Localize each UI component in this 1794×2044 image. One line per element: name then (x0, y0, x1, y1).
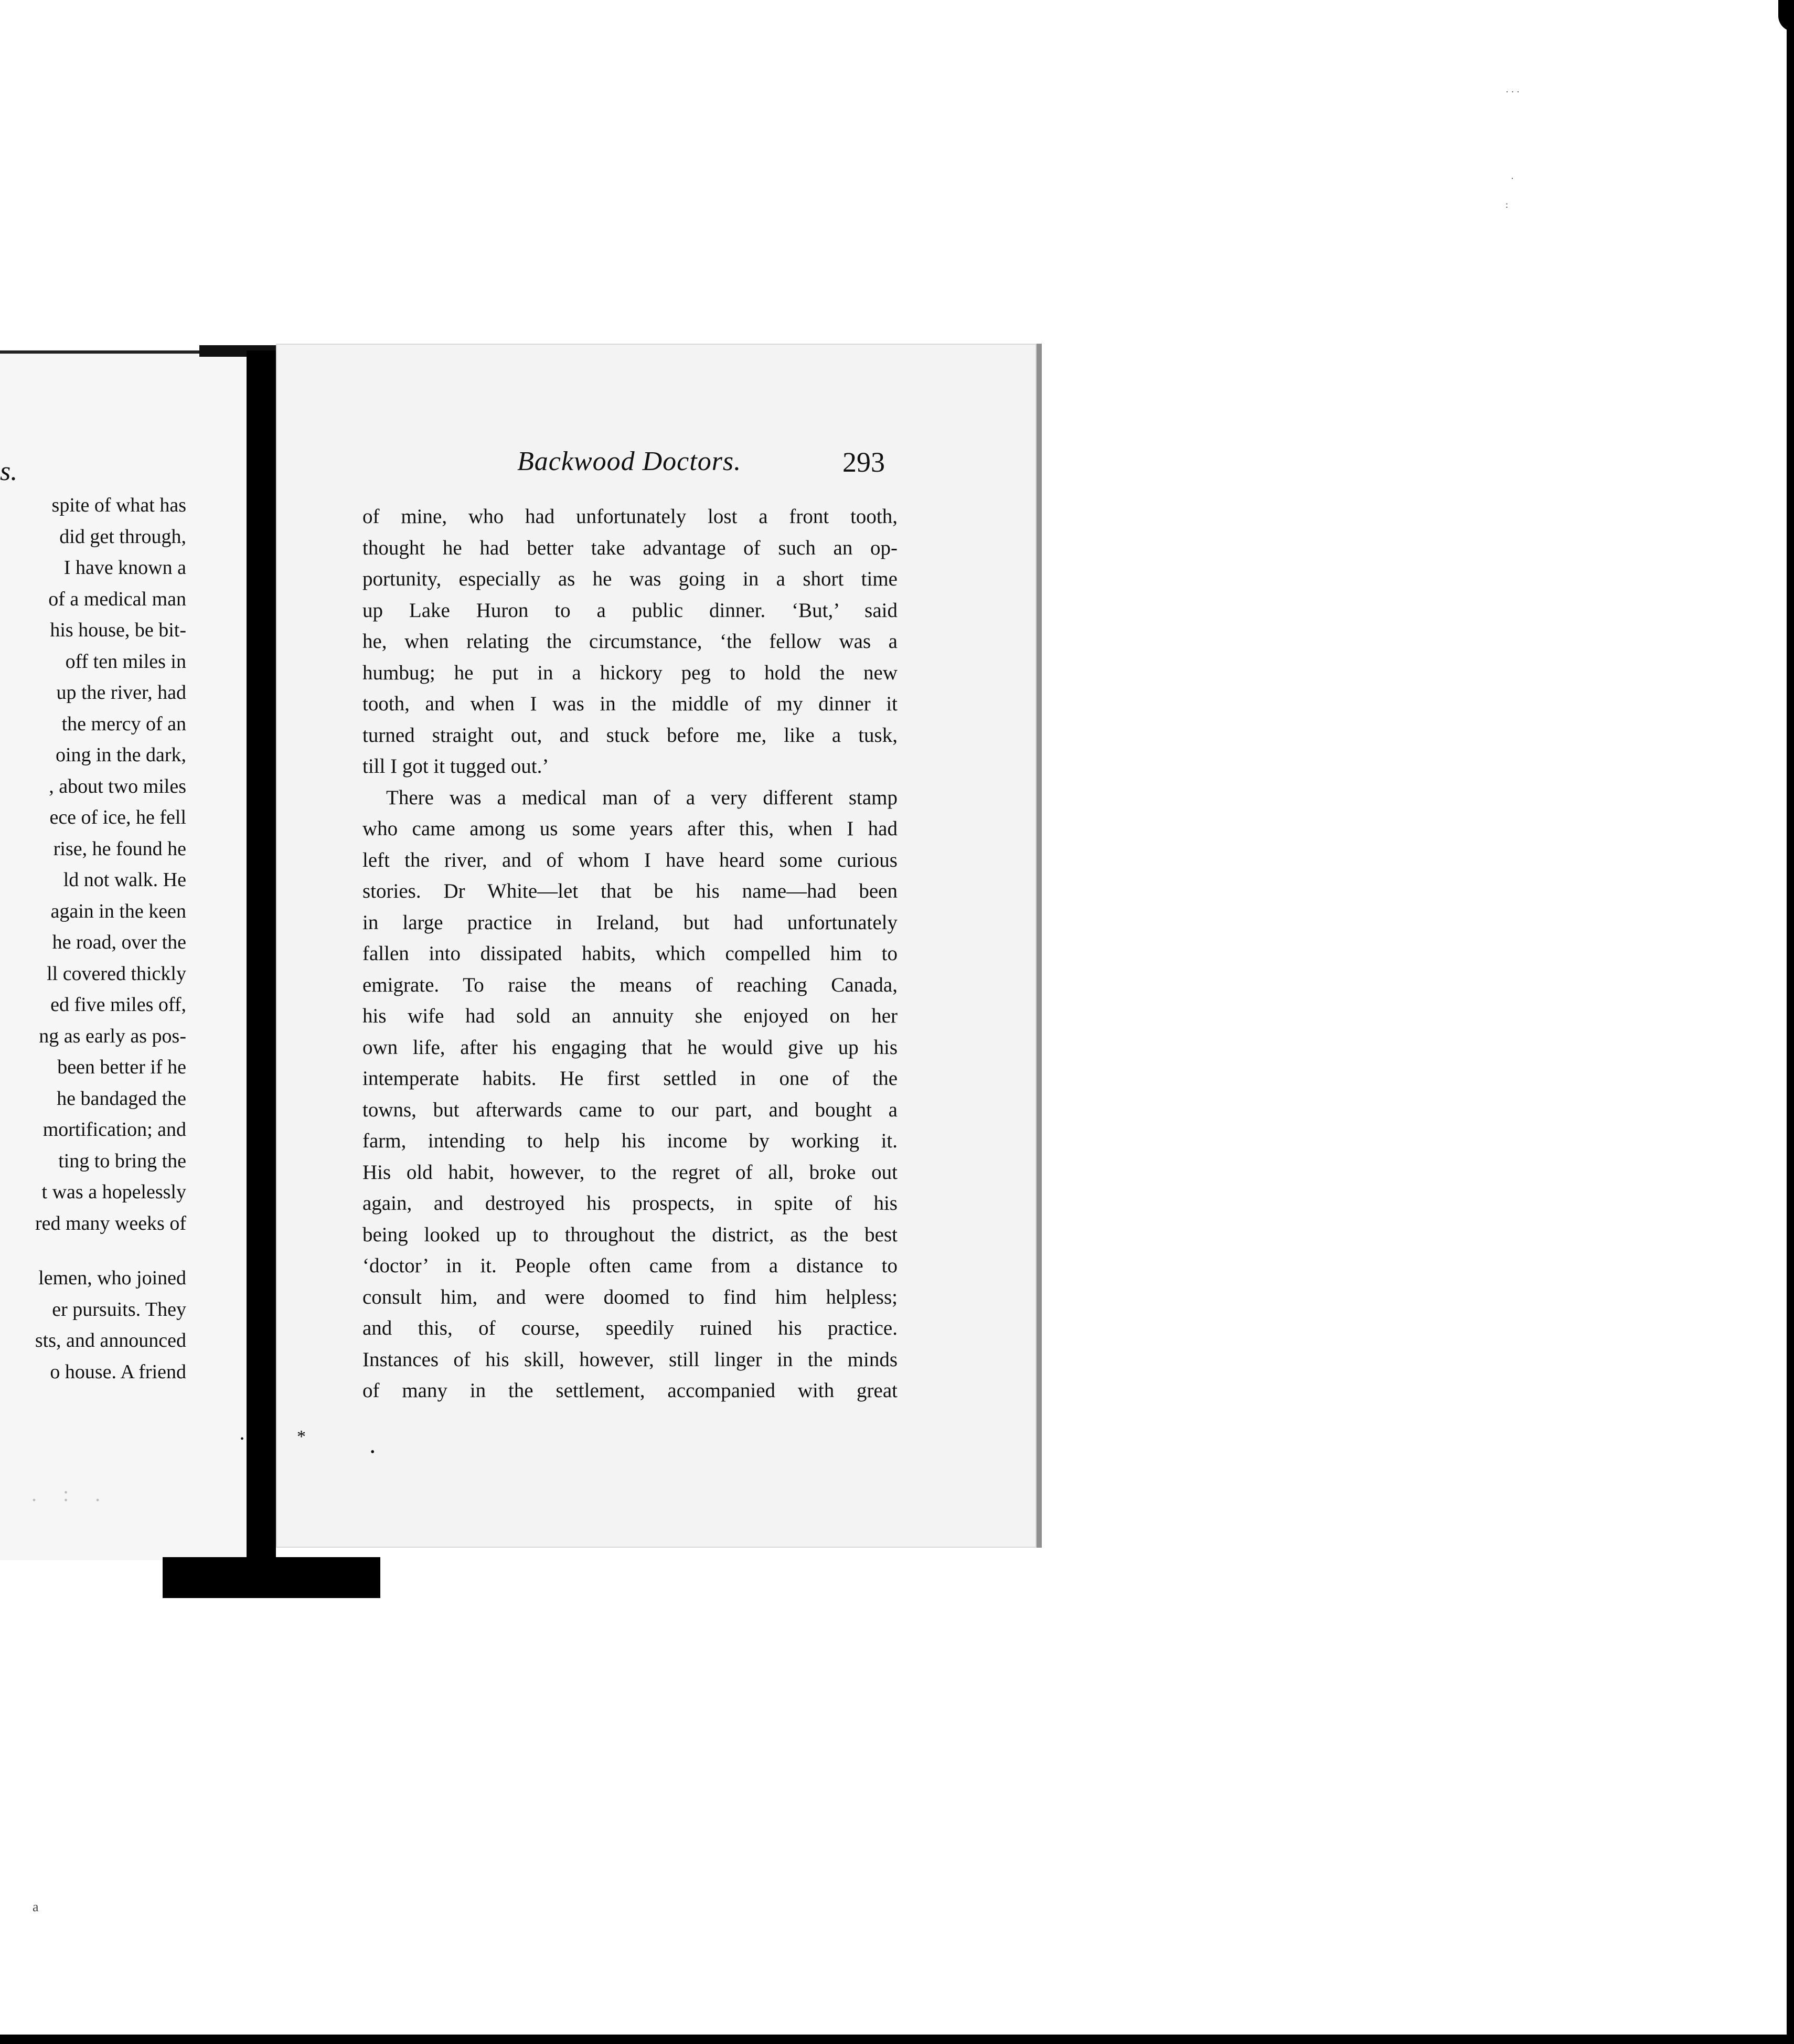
left-page-text (0, 490, 186, 1388)
text-line: he, when relating the circumstance, ‘the fellow was a (362, 630, 898, 653)
text-line: did get through, (59, 525, 186, 548)
text-line: up the river, had (56, 682, 186, 704)
text-line: I have known a (63, 557, 186, 579)
text-line: thought he had better take advantage of such an op- (362, 536, 898, 559)
text-line: towns, but afterwards came to our part, and bought a (362, 1098, 898, 1121)
text-line: ng as early as pos- (39, 1025, 186, 1047)
spine-tab (163, 1557, 380, 1598)
scan-speck: a (33, 1899, 39, 1914)
running-head: Backwood Doctors. (517, 446, 742, 476)
text-line: ece of ice, he fell (49, 806, 186, 828)
text-line: been better if he (57, 1056, 186, 1078)
text-line: There was a medical man of a very different stamp (386, 786, 898, 809)
left-page (0, 350, 262, 1560)
text-line: ed five miles off, (50, 994, 186, 1016)
scan-edge-right (1787, 0, 1794, 2044)
text-line: turned straight out, and stuck before me, like a tusk, (362, 723, 898, 747)
text-line: of mine, who had unfortunately lost a front tooth, (362, 505, 898, 528)
text-line: till I got it tugged out.’ (362, 755, 549, 778)
text-line: off ten miles in (65, 650, 186, 673)
text-line: His old habit, however, to the regret of all, broke out (362, 1161, 898, 1184)
text-line: in large practice in Ireland, but had unfortunately (362, 911, 898, 934)
text-line: being looked up to throughout the district, as the best (362, 1223, 898, 1246)
text-line: again in the keen (50, 900, 186, 922)
text-line: emigrate. To raise the means of reaching Canada, (362, 973, 898, 996)
text-line: lemen, who joined (38, 1267, 186, 1289)
text-line: rise, he found he (53, 837, 186, 860)
book-spine (247, 350, 276, 1557)
text-line: consult him, and were doomed to find him helpless; (362, 1285, 898, 1308)
right-page (276, 344, 1042, 1548)
text-line: ll covered thickly (47, 962, 186, 985)
text-line: his wife had sold an annuity she enjoyed on her (362, 1005, 898, 1027)
text-line: portunity, especially as he was going in a short time (362, 568, 898, 590)
text-line: left the river, and of whom I have heard some curious (362, 848, 898, 871)
text-line: ld not walk. He (63, 869, 186, 891)
text-line: he bandaged the (57, 1087, 186, 1110)
paragraph-gap (0, 1239, 186, 1263)
text-line: mortification; and (42, 1119, 186, 1141)
text-line: spite of what has (51, 494, 186, 516)
text-line: and this, of course, speedily ruined his practice. (362, 1317, 898, 1339)
text-line: tooth, and when I was in the middle of my dinner it (362, 693, 898, 715)
page-speck: • (240, 1433, 244, 1445)
text-line: who came among us some years after this, when I had (362, 817, 898, 840)
text-line: of many in the settlement, accompanied with great (362, 1379, 898, 1402)
scan-speck: · (1511, 173, 1514, 184)
text-line: farm, intending to help his income by working it. (362, 1130, 898, 1152)
text-line: again, and destroyed his prospects, in spite of his (362, 1192, 898, 1215)
page-speck: . : . (31, 1482, 111, 1506)
text-line: o house. A friend (50, 1360, 186, 1383)
page-speck: • (370, 1445, 375, 1459)
text-line: he road, over the (52, 931, 186, 953)
scan-speck: : (1505, 199, 1509, 210)
text-line: fallen into dissipated habits, which compelled him to (362, 942, 898, 965)
left-running-head: s. (0, 456, 18, 486)
text-line: t was a hopelessly (41, 1181, 186, 1203)
text-line: intemperate habits. He first settled in one of the (362, 1067, 898, 1090)
text-line: red many weeks of (35, 1212, 186, 1234)
text-line: oing in the dark, (55, 744, 186, 766)
page-speck: * (297, 1427, 306, 1446)
text-line: humbug; he put in a hickory peg to hold the new (362, 661, 898, 684)
text-line: own life, after his engaging that he would give up his (362, 1036, 898, 1059)
body-text (362, 501, 898, 1407)
text-line: up Lake Huron to a public dinner. ‘But,’ said (362, 599, 898, 622)
text-line: his house, be bit- (50, 619, 186, 641)
scan-speck: · · · (1505, 87, 1520, 97)
scan-edge-bottom (0, 2035, 1794, 2044)
text-line: ting to bring the (58, 1149, 186, 1172)
text-line: Instances of his skill, however, still linger in the minds (362, 1348, 898, 1371)
text-line: sts, and announced (35, 1329, 186, 1351)
text-line: er pursuits. They (52, 1298, 186, 1321)
text-line: ‘doctor’ in it. People often came from a distance to (362, 1254, 898, 1277)
text-line: stories. Dr White—let that be his name—had been (362, 880, 898, 902)
page-number: 293 (842, 446, 885, 478)
text-line: the mercy of an (61, 712, 186, 735)
text-line: , about two miles (49, 775, 186, 797)
text-line: of a medical man (48, 588, 186, 610)
